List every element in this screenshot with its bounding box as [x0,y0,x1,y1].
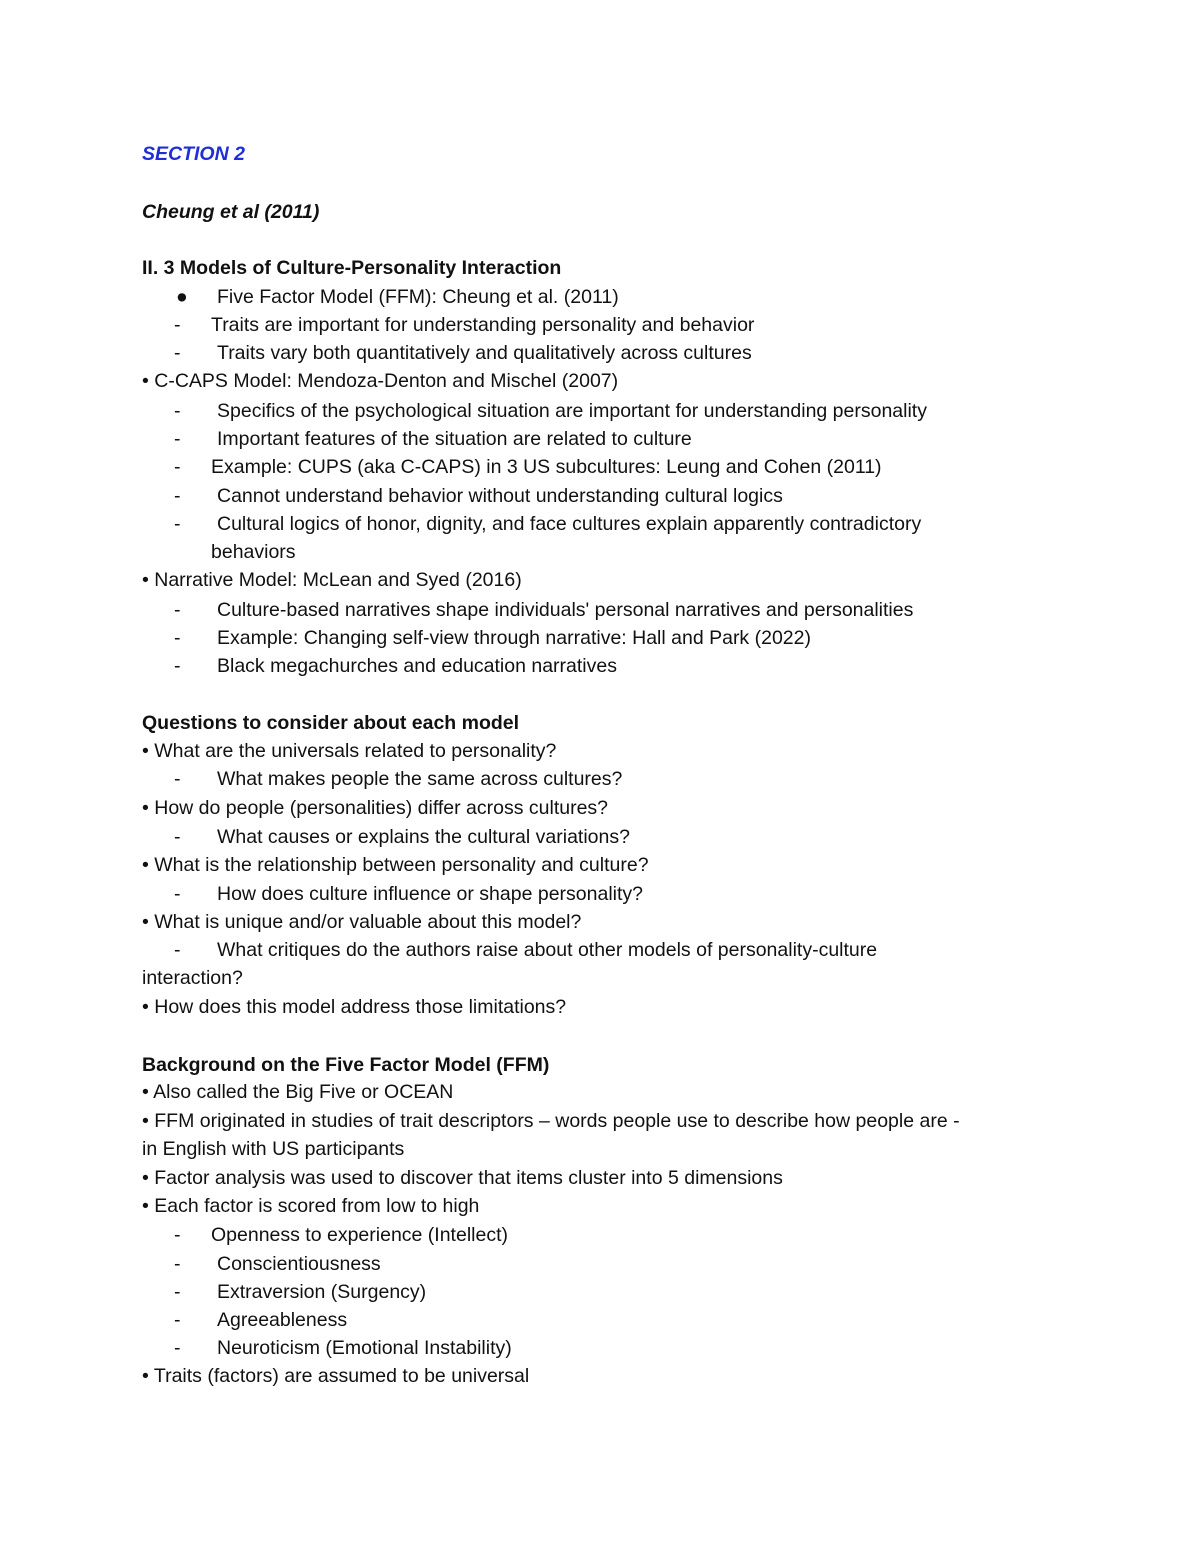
questions-heading: Questions to consider about each model [142,712,520,734]
factor-item: Neuroticism (Emotional Instability) [217,1337,512,1359]
ccaps-title: • C-CAPS Model: Mendoza-Denton and Mischel (2007) [142,370,619,392]
ccaps-point: Cultural logics of honor, dignity, and face cultures explain apparently contradictory [217,513,922,535]
bullet-icon: ● [176,286,188,308]
dash-marker: - [174,883,181,905]
factor-item: Conscientiousness [217,1253,381,1275]
dash-marker: - [174,1309,181,1331]
narrative-point: Black megachurches and education narratives [217,655,617,677]
section-label: SECTION 2 [142,143,245,165]
ccaps-point: Important features of the situation are related to culture [217,428,692,450]
ffm-point: Traits are important for understanding personality and behavior [211,314,755,336]
dash-marker: - [174,599,181,621]
background-line: • Each factor is scored from low to high [142,1195,480,1217]
question-line: • What is the relationship between personality and culture? [142,854,649,876]
background-line: • Also called the Big Five or OCEAN [142,1081,454,1103]
narrative-point: Example: Changing self-view through narrative: Hall and Park (2022) [217,627,811,649]
dash-marker: - [174,939,181,961]
dash-marker: - [174,513,181,535]
background-closing: • Traits (factors) are assumed to be universal [142,1365,530,1387]
question-line: • How do people (personalities) differ across cultures? [142,797,609,819]
ccaps-point: Example: CUPS (aka C-CAPS) in 3 US subcultures: Leung and Cohen (2011) [211,456,882,478]
dash-marker: - [174,314,181,336]
ccaps-point: Cannot understand behavior without understanding cultural logics [217,485,783,507]
question-subline: How does culture influence or shape personality? [217,883,644,905]
factor-item: Extraversion (Surgency) [217,1281,427,1303]
ffm-point: Traits vary both quantitatively and qualitatively across cultures [217,342,752,364]
dash-marker: - [174,627,181,649]
question-line: • How does this model address those limitations? [142,996,567,1018]
dash-marker: - [174,342,181,364]
background-line-continued: in English with US participants [142,1138,405,1160]
background-line: • Factor analysis was used to discover that items cluster into 5 dimensions [142,1167,783,1189]
ccaps-point-continued: behaviors [211,541,296,563]
ccaps-point: Specifics of the psychological situation are important for understanding personality [217,400,927,422]
models-heading: II. 3 Models of Culture-Personality Interaction [142,257,562,279]
background-heading: Background on the Five Factor Model (FFM) [142,1054,550,1076]
dash-marker: - [174,1337,181,1359]
question-subline: What causes or explains the cultural variations? [217,826,630,848]
dash-marker: - [174,1224,181,1246]
factor-item: Agreeableness [217,1309,348,1331]
dash-marker: - [174,826,181,848]
narrative-title: • Narrative Model: McLean and Syed (2016) [142,569,522,591]
ffm-title: Five Factor Model (FFM): Cheung et al. (2011) [217,286,619,308]
background-line: • FFM originated in studies of trait descriptors – words people use to describe how people are - [142,1110,960,1132]
dash-marker: - [174,456,181,478]
narrative-point: Culture-based narratives shape individuals' personal narratives and personalities [217,599,914,621]
dash-marker: - [174,400,181,422]
question-line: • What is unique and/or valuable about this model? [142,911,582,933]
question-line-continued: interaction? [142,967,243,989]
dash-marker: - [174,1253,181,1275]
citation-heading: Cheung et al (2011) [142,201,320,223]
dash-marker: - [174,655,181,677]
factor-item: Openness to experience (Intellect) [211,1224,508,1246]
question-subline: What makes people the same across cultures? [217,768,623,790]
dash-marker: - [174,1281,181,1303]
question-subline: What critiques do the authors raise about other models of personality-culture [217,939,878,961]
dash-marker: - [174,485,181,507]
dash-marker: - [174,768,181,790]
dash-marker: - [174,428,181,450]
question-line: • What are the universals related to personality? [142,740,557,762]
